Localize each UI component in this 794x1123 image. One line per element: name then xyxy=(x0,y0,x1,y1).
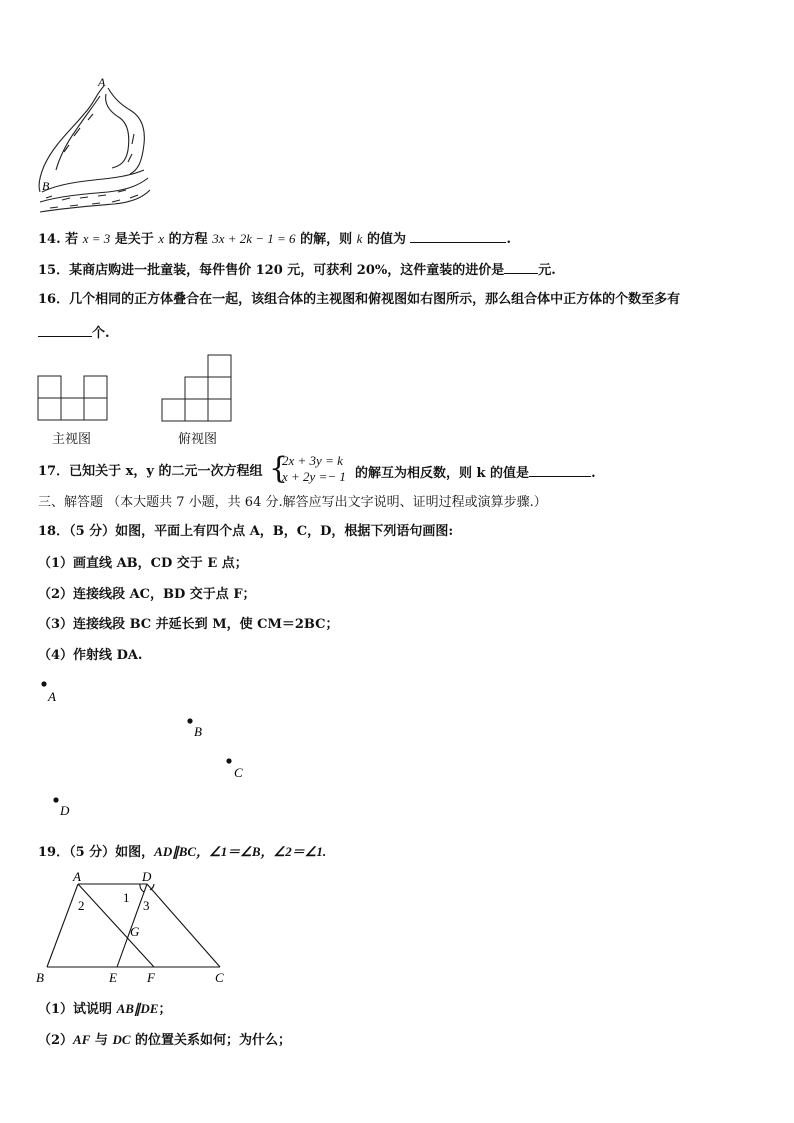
q14-math-4: k xyxy=(356,231,363,246)
q19-sub2-prefix: （2） xyxy=(38,1033,74,1048)
q16-front-caption: 主视图 xyxy=(52,432,92,447)
q18-intro-text: 18．（5 分）如图，平面上有四个点 A，B，C，D，根据下列语句画图: xyxy=(38,524,454,539)
question-15 xyxy=(38,261,556,279)
q14-math-1: x = 3 xyxy=(82,231,111,246)
q19-sub2-math-2: DC xyxy=(112,1032,131,1047)
point-c-dot xyxy=(226,758,231,763)
q18-item-3: （3）连接线段 BC 并延长到 M，使 CM＝2BC； xyxy=(38,617,339,632)
q19-sub1-end: ； xyxy=(158,1002,172,1017)
question-19-intro xyxy=(38,844,326,861)
q19-label-d: D xyxy=(142,869,152,884)
section-3-heading xyxy=(38,495,547,511)
q14-text-3: 的方程 xyxy=(168,232,208,247)
q19-subquestion-2 xyxy=(38,1032,291,1049)
q17-post-text: 的解互为相反数，则 k 的值是 xyxy=(355,466,530,481)
q13-label-b: B xyxy=(42,179,50,193)
point-a-label: A xyxy=(48,689,56,704)
question-18-intro xyxy=(38,524,453,540)
q19-angle-2-label: 2 xyxy=(78,898,85,913)
point-d-dot xyxy=(53,797,58,802)
q14-text-2: 是关于 xyxy=(114,232,154,247)
q16-text: 16．几个相同的正方体叠合在一起，该组合体的主视图和俯视图如右图所示，那么组合体中正方体的个数至多有 xyxy=(38,292,681,307)
q16-front-view xyxy=(37,375,109,423)
point-b-label: B xyxy=(194,724,202,739)
q14-number: 14. xyxy=(38,232,61,247)
q18-item-1: （1）画直线 AB，CD 交于 E 点； xyxy=(38,556,248,571)
q19-intro-text: 19．（5 分）如图， xyxy=(38,845,155,860)
q18-item-4: （4）作射线 DA. xyxy=(38,648,143,663)
q19-label-f: F xyxy=(147,970,155,985)
q19-sub1-math: AB∥DE xyxy=(116,1001,159,1016)
q14-text-4: 的解，则 xyxy=(300,232,353,247)
q17-brace: { xyxy=(269,451,289,486)
question-17-post xyxy=(355,464,596,482)
point-d-label: D xyxy=(60,803,70,818)
q14-text-5: 的值为 xyxy=(366,232,406,247)
q14-text-1: 若 xyxy=(65,232,79,247)
q14-math-3: 3x + 2k − 1 = 6 xyxy=(212,231,296,246)
question-17 xyxy=(38,464,262,480)
q19-label-b: B xyxy=(36,970,44,985)
q19-label-a: A xyxy=(73,869,81,884)
q14-end: . xyxy=(506,232,512,247)
q19-trapezoid-figure xyxy=(34,866,234,988)
q19-intro-math: AD∥BC，∠1＝∠B，∠2＝∠1. xyxy=(154,844,327,859)
angle-1-arc xyxy=(140,884,144,892)
q14-answer-blank[interactable] xyxy=(410,230,506,243)
q19-sub2-end: 的位置关系如何；为什么； xyxy=(130,1033,292,1048)
q16-end: 个. xyxy=(92,326,110,341)
q19-label-e: E xyxy=(109,970,117,985)
q19-angle-1-label: 1 xyxy=(123,890,130,905)
q15-text: 15．某商店购进一批童装，每件售价 120 元，可获利 20%，这件童装的进价是 xyxy=(38,263,505,278)
q17-equation-1: 2x + 3y = k xyxy=(282,453,343,468)
q16-top-caption: 俯视图 xyxy=(178,432,218,447)
q16-top-view xyxy=(161,354,233,424)
q19-label-c: C xyxy=(215,970,224,985)
q17-pre-text: 17．已知关于 x，y 的二元一次方程组 xyxy=(38,464,263,479)
q13-label-a: A xyxy=(98,75,106,89)
segment-ab xyxy=(47,884,78,967)
q15-end: 元. xyxy=(538,263,556,278)
q19-sub2-math-1: AF xyxy=(73,1032,91,1047)
q19-subquestion-1 xyxy=(38,1001,172,1018)
point-c-label: C xyxy=(234,765,243,780)
q14-math-2: x xyxy=(158,231,165,246)
q19-sub1-text: （1）试说明 xyxy=(38,1002,117,1017)
angle-3-arc xyxy=(150,884,154,890)
section-3-text: 三、解答题 （本大题共 7 小题，共 64 分.解答应写出文字说明、证明过程或演算步骤.） xyxy=(38,495,547,510)
q17-answer-blank[interactable] xyxy=(529,464,591,477)
q17-end: . xyxy=(591,466,596,481)
question-14 xyxy=(38,230,511,248)
q16-answer-blank[interactable] xyxy=(38,324,92,337)
q19-angle-3-label: 3 xyxy=(143,898,150,913)
q15-answer-blank[interactable] xyxy=(504,261,538,274)
question-16-line1 xyxy=(38,292,680,308)
q18-item-2: （2）连接线段 AC，BD 交于点 F； xyxy=(38,587,256,602)
q19-label-g: G xyxy=(130,924,140,939)
q13-river-figure xyxy=(34,74,154,220)
q18-points-figure xyxy=(30,676,260,826)
q17-equation-2: x + 2y =− 1 xyxy=(282,469,346,484)
segment-dc xyxy=(147,884,220,967)
point-a-dot xyxy=(41,681,46,686)
point-b-dot xyxy=(187,718,192,723)
q19-sub2-mid: 与 xyxy=(90,1033,113,1048)
question-16-line2 xyxy=(38,324,110,342)
